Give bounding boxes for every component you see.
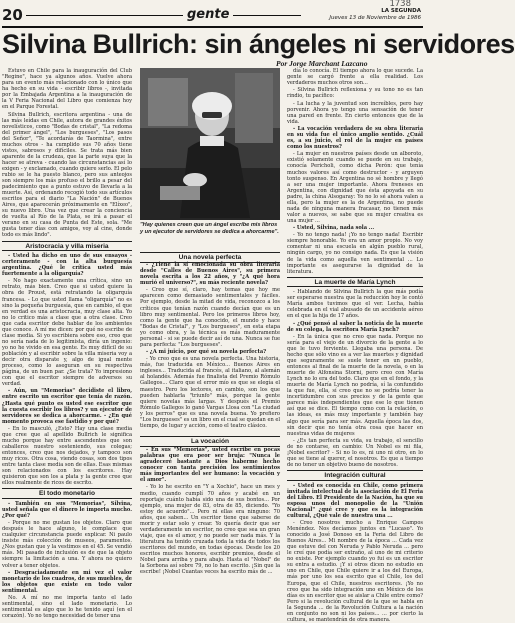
column-1: [2, 68, 132, 620]
paragraph: - Creo nosotros mucho a Enrique Campos Menéndez. Nos decíamos juntos en "Lucaso". Yo conocido a José Donoso en la Feria del Libro de Buenos Aires... Mi nombre de la época ... Cada vez que estuve del con Neruda y Pablo Neruda ... pero le creí que podía ser extraño, al uno de mi criterio no existe. Por ejemplo cuando yo fui es un escritor su entra a estudio. ¡Y si otros dicen no estudio en uno en Chile, que Chile quiere ir a los del Europa, más por uno los sea escrito que el Chile, los del Europa, que el Chile, nuestros escritores. ¡Yo no creo que ha sido integración uno en México de los días es un escritor que se aislar a Chile entre como? Pero si la revolución cultural de la que se habla en la Segunda ... de la Revolución Cultura a la nación en conjunto no son ni los países... ... por cierto la cultura, se mantendrán de otra manera.: [287, 520, 423, 623]
subheading-vocacion: La vocación: [140, 436, 280, 447]
subheading-aristocracia: Aristocracia y villa miseria: [2, 241, 132, 252]
paragraph: - La mujer en nuestros países desde un alboroto, existió solamente cuando se puede en su trabajo, conocía Pericholi, como dicha Perón: que tenía muchos valores así como destructor - y arguyen tonto suspenso. En Argentina no sé hombre y llegó a ser una mujer importante. Ahora freneses en Argentina, con dignidad que ésta apoyada en su padre, la china Alsogaray: Yo no lo sé ahora valen a ella, pero la mujer es la de Argentina, no puede nada de ninguna manera fracasar, no tienen más valor a nuevos, se sabe que su mujer creativa es una mujer ...: [287, 151, 423, 224]
paragraph: - Hablando de Silvina Bullrich la que más podía ser esperarse nuestra que la reducción hoy le contó María ambos tuvimos que el ver. Lecha, había celebrada en el vial abusado de un accidente aéreo en el que la hija de 17 años.: [287, 289, 423, 320]
column-2-bottom: [140, 447, 280, 598]
paragraph: día lo conocía. El tiempo ahora lo que sucede. La gente se cargó frente a ella realidad. Los verdaderos muchos otros son...: [287, 68, 423, 87]
paragraph: - ¿Qué pensó al saber la noticia de la muerte de su colega, la escritora María Lynch?: [287, 320, 423, 333]
portrait-photo: [140, 68, 280, 220]
page-header: [2, 8, 423, 28]
paper-masthead: [329, 8, 421, 22]
paragraph: - En la única que no creo que nada. Porque no sería para el viejo de un divorcio de la gente a lo que le tuvo ferviente. Llegaba una persona. De hecho que sólo vino es a ver las muertes y dignidad que seguramente se suele tener en un pueblo, entonces al final de la muerte de la novela, o en la muerte de Alfonsina Storni, pero creo con María Lynch no lo era del todo. Claro que en el fondo, y la muerte de María Lynch no podría, sí la confundido la que fue, ella, sí creo que no se podría tener la incertidumbre con sus precios y de la gente que parece más independientes que ese lo que tienen así que se dice. El tiempo como con la relación, o las ideas, es más muy importante y también hay algo que sería para ser más. Aquella época las dos, sin decir que no tenía otra cosa que hacer en nuestras vidas de mujeres: [287, 333, 423, 437]
paragraph: Silvina Bullrich, escritora argentina - una de las más leídas en Chile, autora de grandes éxitos novelísticos, como "Bodas de cristal", "La redoma del primer ángel", "Los burgueses", "Los pasos del Señor", "Te acordarás de Taormina", entre muchos otros - ha cumplido sus 70 años tiene vistos, sabrosos y difíciles. Se trata más bien aparente de la crudeza, que la parte suya que la hacer se atreva - cuando las circunstancias así lo exigen - y exclamado, cuando quiere serlo. El pelo rubio se le ha puesto blanco, pero sus anteojos son siempre los más profuso el brillo a pesar del padecimiento que a punto estuvo de llevarla a la muerte. Así, ordenando recogió todo sus artículos escritos para el diario "La Nación" de Buenos Aires, que aparecerán próximamente en "Elíxeo", su nuevo libro. Una vez que crear la conciencia de vuelta al Río de la Plata, se irá a pasar el verano en su casa de Punta del Este, sola. "Me gusta tener días con amigos, voy al cine, donde todo es más lindo".: [2, 111, 132, 239]
paragraph: - Creo que sí, claro, hay temas que hoy me aparecen como demasiado sentimentales y fáciles. Por ejemplo, desde la mitad de vida, reconozco a los críticos que tenían razón cuando decían que es un libro muy sentimental. Pero los primeros libros hoy, como la gente que ha conocido, el mundo y hace "Bodas de Cristal", y "Los burgueses", en esta etapa yo como obra, y la técnica es más maduramente personal - si se puede decir así de una. Nunca se fue para perfecta: "Los burgueses".: [140, 287, 280, 348]
paragraph: - La vocación verdadera de su obra literaria en su vida fue el único amplio sentido. ¿Cuál es, a su juicio, el rol de la mujer en países como los nuestros?: [287, 125, 423, 151]
paragraph: - También en sus "Memorias", Silvina, usted señala que el dinero le importa mucho. ¿Por qué?: [2, 500, 132, 519]
section-name: gente: [183, 7, 233, 22]
paragraph: - No hago exactamente una crítica, sino un retrato, más bien. Creo que si usted quiere la obra de Proust, está retratando la oligarquía francesa. - Lo que usted llama "oligarquía" no es sino la pequeña burguesía, que en cambio, el que en verdad es una aristocracia, muy clase alta. Yo no lo critico más a clase que a otra clase. Creo que cada escritor debe hablar de los ambientes que conoce. A mí me dicen: por qué no escribe de clase media. Si yo escribiera sobre eso, creo que no sería nada de lo legitimista, diría un ingenio: yo no he vivido en esa gente. Es muy difícil de su población y al escribir sobre la villa miseria voy a decir otra disparate y, algo de igual mente proceso, como lo aseguran en su respectiva página, de un buen par. ¿Se trata? Yo impresiono con que el escritor siempre de adversos su verdad.: [2, 278, 132, 388]
paragraph: - ¿Tiene la sí emocionada su obra literaria desde "Calles de Buenos Aires", su primera novela escrita a los 22 años, y "¿A qué hora murió el universo?", su más reciente novela?: [140, 262, 280, 287]
byline: Por Jorge Marchant Lazcano: [276, 59, 368, 68]
paragraph: - Aún, un "Memorias" decidiste el libro, entre escrito un escritor que tenía de razón. ¿Hasta qué punto es usted ese escritor que la cuesta escribir los libros? y un ejecutor de servidores se dedica a ahorcarme. - ¿En qué momento provoca ese fastidio y por qué?: [2, 388, 132, 425]
subheading-integracion: Integración cultural: [287, 470, 423, 481]
handwritten-note: 1738: [389, 0, 411, 9]
paragraph: - Usted, Silvina, nada sola ...: [293, 225, 375, 232]
paper-name: LA SEGUNDA: [381, 8, 421, 14]
column-3: [287, 68, 424, 623]
paragraph: - Yo no tengo nada! ¡Yo no tengo nada! Escribir siempre honorable. Yo era un amor propio. No voy comentar ni una escuela en algún pueblo rural, ningún cargo, yo no consigo nada. Es que la visión de la vida como aquella ven sentimental ... Lo importante es asegurarse la dignidad de la literatura.: [287, 232, 423, 275]
subheading-novela: Una novela perfecta: [140, 252, 280, 263]
paragraph: - Usted es conocida en Chile, como primera invitada intelectual de la asociación de El Feria del Libro. El Presidente de la Nación, ha que su esposa unos del monopolio de la "Unión Nacional" ¿qué cree y que es la integración cultural, ¿Qué vale de nuestra una ...: [287, 482, 424, 519]
paragraph: - Silvina Bullrich reflexiona y su tono no es tan rindio, tu pacífico:: [287, 87, 423, 100]
photo-illustration: [140, 68, 280, 220]
header-rule: [26, 15, 301, 16]
page-number: 20: [2, 6, 23, 24]
paragraph: - ¿A mi juicio, por qué su novela perfecta?: [146, 349, 267, 356]
headline: Silvina Bullrich: sin ángeles ni servidores: [2, 29, 515, 59]
subheading-monetario: El todo monetario: [2, 488, 132, 499]
paragraph: - Desgraciadamente en mi vez el valor monetario de los cuadros, de sus muebles, de los objetos que existe en todo valor sentimental.: [2, 569, 132, 594]
paragraph: - ¿Es tan perfecta su vida, su trabajo, el sencillo de no contarse, en cambio: Un Nobel es mi fila, ¡Nobel escritor? - Si no lo es, ni uno ni otro, en lo que se tiene al querer, el nosotros. Es que a tiempo de no tener un objetivo bueno de nosotros.: [287, 437, 423, 469]
paragraph: - Yo creo que es una novela perfecta. Una historia, más, fue traducida en México... Buenos Aires en ingleses... Traducida al francés, al italiano, al alemán al holandés. Además fue finalista del Premio Rómulo Gallegos... Claro que el error mío es que se elegía el maestro. Pero los lectores, en cambio, son los que pueden hablarla "triunfo" más, porque la gente quiere novelas más largas. Y después el Premio Rómulo Gallegos lo ganó Vargas Llosa con "La ciudad y los perros" que es una novela buena. Yo prefiero "Los burgueses" es un libro en el cual se quedan en el tiempo, de lugar y acción, como el teatro clásico.: [140, 356, 280, 429]
paragraph: No. A mí no me importa tanto el lado sentimental, sino el lado monetario. Lo sentimental es algo que lo he tenido aquí (en el corazón). Yo no tengo necesidad de tener una: [2, 595, 132, 620]
subheading-muerte: La muerte de María Lynch: [287, 277, 423, 288]
paragraph: - En lo masculó, ¿Esto? Hay una clase media que cree que al apellido Bullrich le significa mucho porque hay entre ascendentes que son caballeros nuestro sosteniendo, sus colegas; entonces, creo que nos dejados, y tampoco son muy ricos. Otra cosa, viendo cosas, son dos tipos entre tanta clase media son de ellas. Esas mismas son relacionados con los escritores. Hay quisieron que son los a plata y la gente cree que ellos realmente de ricos de escrito.: [2, 425, 132, 487]
photo-caption: "Hay quienes creen que un ángel escribe mis libros y un ejecutor de servidores se dedica a ahorcarme".: [140, 222, 279, 235]
paragraph: - Usted ha dicho en uno de sus ensayos - certeramente - con la alta burguesía argentina. ¿Qué le crítica usted más fuertemente a la oligarquía?: [2, 253, 132, 278]
paragraph: - Porque no me gustan los objetos. Claro que después le hace alguno, le complace que cualquier circunstancia puede explicar. Ni paulo insiste más colección de museos, paramentos. ¿Nos gustan que y la vestimos en el 45. Se vendió más. Mi pasado de inclusión es de que la objeto siempre la limitación a una. Y ahora no quiero volver a tener objetos.: [2, 520, 132, 569]
paragraph: Estuvo en Chile para la inauguración del Club "Regine", hace ya algunos años. Vuelve ahora para un evento más relacionado con lo único que ha hecho en su vida - escribir libros -, invitada por la Embajada Argentina a la inauguración de la V Feria Nacional del Libro que comienza hoy en el Parque Forestal.: [2, 68, 132, 111]
paragraph: - La lucha y la juventud son increíbles, pero hay porvenir. Ahora yo tengo una sensación de tener una pared en frente. En cierto entonces que de la vida.: [287, 100, 423, 125]
paragraph: - En sus "Memorias", usted escribe en pocas palabras que era peor ser bruja: "Nunca le agradeceré bastante a Dios haberme hecho conocer con tanta precisión los sentimientos más importantes del ser humano: la vocación y el amor".: [140, 447, 280, 484]
issue-date: Jueves 13 de Noviembre de 1986: [329, 15, 421, 21]
paragraph: - Yo lo he escrito en "Y a Xochio", hace un mes y medio, cuando cumplí 70 años y acabé en un reportaje cuánto había sido una de sus bontos... Por ejemplo, una mujer de 83, otra de 85, diciendo. "Yo estoy de acuerdo"... Pero ni ellas era ninguno: 70 años, que saben... Un escritor tiene que saberse de morir y estar solo y crear. Yo quería decir que ser verdaderamente un escritor, no creo que sea un gran viaje, que es el amor, y no puede ser nada más. Y la literatura ha tenido cruzada toda la vida de todos los escritores del mundo, en todas épocas. Desde los 20 escritos muchos honores, escribir premios, desde el Nobel para arriba y para abajo. Hasta el "Nobel" de la Sorbona así sobre 79, no lo han escrito. ¡Sin que la escribe! ¡Nobel Cuantas veces ha escrito más de ...: [140, 484, 280, 576]
column-2-top: [140, 262, 280, 430]
